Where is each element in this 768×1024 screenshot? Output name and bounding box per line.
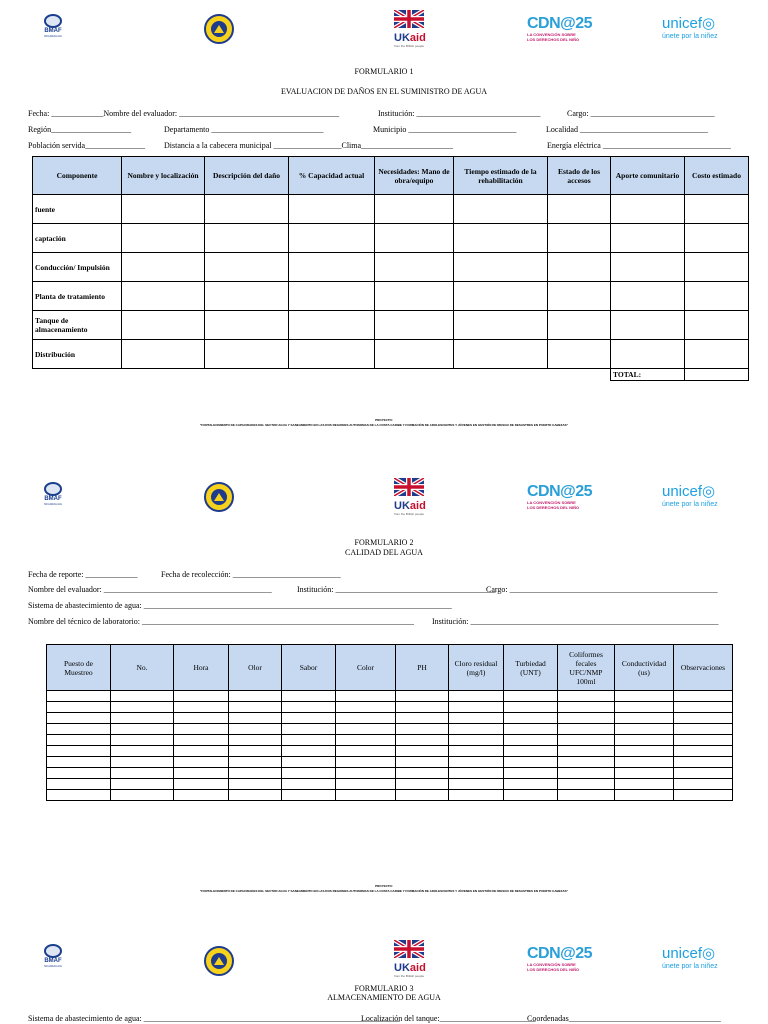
logo-row — [0, 478, 768, 522]
cdn25-logo: CDN@25 LA CONVENCIÓN SOBRE LOS DERECHOS DEL NIÑO — [527, 483, 593, 510]
table-row — [47, 779, 733, 790]
form1-region-field[interactable]: Región____________________ — [28, 125, 132, 134]
table-cell[interactable] — [336, 757, 396, 768]
form1-municipality-field[interactable]: Municipio ___________________________ — [373, 125, 517, 134]
table-cell[interactable] — [174, 735, 229, 746]
total-row — [33, 369, 749, 381]
column-header: Coliformes fecales UFC/NMP 100ml — [558, 645, 615, 691]
table-cell[interactable] — [122, 224, 205, 253]
table-cell[interactable] — [229, 768, 282, 779]
table-cell[interactable] — [111, 779, 174, 790]
table-cell[interactable] — [449, 768, 504, 779]
form1-electricity-field[interactable]: Energía eléctrica ________________________________ — [547, 141, 731, 150]
bmaf-logo: BMAF NICARAGUA — [40, 14, 66, 38]
column-header: PH — [396, 645, 449, 691]
table-cell[interactable] — [454, 253, 548, 282]
table-cell[interactable] — [289, 311, 375, 340]
table-cell[interactable] — [504, 779, 558, 790]
form1-institution-field[interactable]: Institución: _______________________________ — [378, 109, 541, 118]
table-cell[interactable] — [174, 691, 229, 702]
table-cell[interactable] — [282, 691, 336, 702]
table-cell[interactable] — [229, 746, 282, 757]
table-cell[interactable] — [336, 768, 396, 779]
table-cell[interactable] — [611, 195, 685, 224]
table-cell[interactable] — [396, 713, 449, 724]
table-cell[interactable] — [449, 746, 504, 757]
globe-icon: ◎ — [702, 483, 716, 500]
table-cell[interactable] — [558, 790, 615, 801]
table-cell[interactable] — [205, 195, 289, 224]
row-label: captación — [33, 224, 122, 253]
table-row — [33, 253, 749, 282]
table-cell[interactable] — [548, 224, 611, 253]
table-cell[interactable] — [449, 779, 504, 790]
uk-flag-icon — [394, 940, 424, 958]
form2-supply-system-field[interactable]: Sistema de abastecimiento de agua: _____________________________________________________________________________ — [28, 601, 452, 610]
civil-defense-seal-icon — [204, 482, 234, 512]
column-header: Conductividad (us) — [615, 645, 674, 691]
form1-distance-climate-field[interactable]: Distancia a la cabecera municipal _________________Clima_______________________ — [164, 141, 454, 150]
table-cell[interactable] — [289, 282, 375, 311]
table-cell[interactable] — [674, 713, 733, 724]
table-cell[interactable] — [504, 746, 558, 757]
unicef-logo: unicef◎ únete por la niñez — [662, 15, 718, 40]
form2-quality-table — [46, 644, 733, 801]
table-cell[interactable] — [396, 724, 449, 735]
form2-lab-technician-field[interactable]: Nombre del técnico de laboratorio: ____________________________________________________________________ — [28, 617, 414, 626]
form2-institution-field[interactable]: Institución: ________________________________________ — [297, 585, 496, 594]
column-header: Aporte comunitario — [611, 157, 685, 195]
table-cell[interactable] — [111, 713, 174, 724]
table-cell[interactable] — [685, 282, 749, 311]
table-cell[interactable] — [229, 713, 282, 724]
table-cell[interactable] — [674, 735, 733, 746]
table-cell[interactable] — [674, 691, 733, 702]
table-cell[interactable] — [449, 691, 504, 702]
ukaid-logo: UKaid from the British people — [394, 940, 426, 978]
table-cell[interactable] — [47, 746, 111, 757]
column-header: Cloro residual (mg/l) — [449, 645, 504, 691]
table-cell[interactable] — [548, 311, 611, 340]
table-cell[interactable] — [122, 340, 205, 369]
table-cell[interactable] — [615, 713, 674, 724]
table-cell[interactable] — [396, 746, 449, 757]
form1-damage-table — [32, 156, 749, 381]
table-row — [33, 311, 749, 340]
form2-header-row — [47, 645, 733, 691]
table-cell[interactable] — [375, 224, 454, 253]
table-row — [47, 757, 733, 768]
table-cell[interactable] — [449, 724, 504, 735]
table-cell[interactable] — [229, 790, 282, 801]
table-cell[interactable] — [454, 340, 548, 369]
form2-evaluator-field[interactable]: Nombre del evaluador: __________________________________________ — [28, 585, 272, 594]
table-cell[interactable] — [289, 224, 375, 253]
table-cell[interactable] — [504, 691, 558, 702]
unicef-logo: unicef◎ únete por la niñez — [662, 483, 718, 508]
form1-number: FORMULARIO 1 — [354, 67, 414, 76]
table-cell[interactable] — [282, 768, 336, 779]
form2-cargo-field[interactable]: Cargo: ____________________________________________________ — [486, 585, 718, 594]
table-cell[interactable] — [289, 340, 375, 369]
table-cell[interactable] — [47, 790, 111, 801]
form3-supply-system-field[interactable]: Sistema de abastecimiento de agua: ________________________________________________________________ — [28, 1014, 400, 1023]
table-cell[interactable] — [611, 253, 685, 282]
bmaf-logo: BMAF NICARAGUA — [40, 944, 66, 968]
table-cell[interactable] — [449, 702, 504, 713]
table-cell[interactable] — [558, 735, 615, 746]
table-cell[interactable] — [47, 779, 111, 790]
table-cell[interactable] — [548, 253, 611, 282]
table-cell[interactable] — [122, 311, 205, 340]
table-cell[interactable] — [282, 746, 336, 757]
table-cell[interactable] — [111, 768, 174, 779]
table-cell[interactable] — [282, 702, 336, 713]
table-cell[interactable] — [615, 724, 674, 735]
row-label: fuente — [33, 195, 122, 224]
table-cell[interactable] — [685, 253, 749, 282]
globe-icon: ◎ — [702, 15, 716, 32]
table-cell[interactable] — [47, 768, 111, 779]
bmaf-emblem-icon — [44, 14, 62, 28]
table-cell[interactable] — [174, 746, 229, 757]
table-cell[interactable] — [615, 768, 674, 779]
table-row — [47, 790, 733, 801]
form3-coordinates-field[interactable]: Coordenadas______________________________________ — [527, 1014, 721, 1023]
table-cell[interactable] — [122, 253, 205, 282]
form1-project-label: PROYECTO: — [375, 418, 393, 422]
column-header: Turbiedad (UNT) — [504, 645, 558, 691]
table-row — [33, 195, 749, 224]
table-cell[interactable] — [396, 735, 449, 746]
form1-header-row — [33, 157, 749, 195]
column-header: Olor — [229, 645, 282, 691]
bmaf-logo: BMAF NICARAGUA — [40, 482, 66, 506]
table-cell[interactable] — [336, 691, 396, 702]
table-cell[interactable] — [375, 311, 454, 340]
column-header: Nombre y localización — [122, 157, 205, 195]
table-cell[interactable] — [336, 713, 396, 724]
table-cell[interactable] — [454, 195, 548, 224]
table-cell[interactable] — [558, 691, 615, 702]
table-cell[interactable] — [111, 691, 174, 702]
table-cell[interactable] — [47, 757, 111, 768]
table-cell[interactable] — [396, 691, 449, 702]
table-cell[interactable] — [229, 735, 282, 746]
table-cell[interactable] — [282, 757, 336, 768]
table-cell[interactable] — [282, 735, 336, 746]
table-cell[interactable] — [47, 713, 111, 724]
column-header: No. — [111, 645, 174, 691]
bmaf-emblem-icon — [44, 482, 62, 496]
table-cell[interactable] — [558, 746, 615, 757]
table-cell[interactable] — [174, 779, 229, 790]
table-row — [47, 691, 733, 702]
uk-flag-icon — [394, 10, 424, 28]
table-cell[interactable] — [454, 282, 548, 311]
table-cell[interactable] — [558, 757, 615, 768]
table-cell[interactable] — [504, 724, 558, 735]
table-cell[interactable] — [674, 724, 733, 735]
form1-date-evaluator-field[interactable]: Fecha: _____________Nombre del evaluador: ________________________________________ — [28, 109, 340, 118]
column-header: Observaciones — [674, 645, 733, 691]
row-label: Tanque de almacenamiento — [33, 311, 122, 340]
table-cell[interactable] — [111, 757, 174, 768]
column-header: Necesidades: Mano de obra/equipo — [375, 157, 454, 195]
table-cell[interactable] — [674, 790, 733, 801]
table-cell[interactable] — [396, 702, 449, 713]
form3-number: FORMULARIO 3 — [354, 984, 414, 993]
table-cell[interactable] — [611, 224, 685, 253]
table-cell[interactable] — [396, 790, 449, 801]
table-cell[interactable] — [674, 757, 733, 768]
table-cell[interactable] — [205, 224, 289, 253]
table-cell[interactable] — [504, 757, 558, 768]
table-cell[interactable] — [454, 224, 548, 253]
table-cell[interactable] — [174, 724, 229, 735]
form2-title: CALIDAD DEL AGUA — [345, 548, 423, 557]
table-cell[interactable] — [289, 253, 375, 282]
total-value-cell[interactable] — [685, 369, 749, 381]
table-cell[interactable] — [674, 768, 733, 779]
table-cell[interactable] — [229, 779, 282, 790]
column-header: Descripción del daño — [205, 157, 289, 195]
table-cell[interactable] — [289, 195, 375, 224]
table-cell[interactable] — [229, 724, 282, 735]
table-cell[interactable] — [375, 195, 454, 224]
column-header: Puesto de Muestreo — [47, 645, 111, 691]
table-cell[interactable] — [615, 746, 674, 757]
column-header: Costo estimado — [685, 157, 749, 195]
bmaf-emblem-icon — [44, 944, 62, 958]
table-cell[interactable] — [205, 282, 289, 311]
table-cell[interactable] — [282, 790, 336, 801]
table-cell[interactable] — [174, 702, 229, 713]
table-cell[interactable] — [396, 779, 449, 790]
column-header: Sabor — [282, 645, 336, 691]
column-header: % Capacidad actual — [289, 157, 375, 195]
table-cell[interactable] — [336, 702, 396, 713]
form2-report-date-field[interactable]: Fecha de reporte: _____________ — [28, 570, 138, 579]
table-cell[interactable] — [504, 768, 558, 779]
table-cell[interactable] — [375, 253, 454, 282]
table-cell[interactable] — [454, 311, 548, 340]
table-cell[interactable] — [205, 311, 289, 340]
table-row — [33, 340, 749, 369]
table-cell[interactable] — [111, 746, 174, 757]
form1-population-field[interactable]: Población servida_______________ — [28, 141, 146, 150]
table-cell[interactable] — [615, 790, 674, 801]
table-cell[interactable] — [336, 779, 396, 790]
table-cell[interactable] — [548, 282, 611, 311]
table-cell[interactable] — [47, 702, 111, 713]
cdn25-logo: CDN@25 LA CONVENCIÓN SOBRE LOS DERECHOS DEL NIÑO — [527, 15, 593, 42]
table-cell[interactable] — [558, 768, 615, 779]
cdn25-logo: CDN@25 LA CONVENCIÓN SOBRE LOS DERECHOS DEL NIÑO — [527, 945, 593, 972]
table-row — [47, 702, 733, 713]
table-cell[interactable] — [548, 195, 611, 224]
form2-collection-date-field[interactable]: Fecha de recolección: ___________________________ — [161, 570, 341, 579]
logo-row — [0, 10, 768, 54]
form1-title: EVALUACION DE DAÑOS EN EL SUMINISTRO DE AGUA — [281, 87, 487, 96]
table-cell[interactable] — [396, 768, 449, 779]
table-row — [33, 282, 749, 311]
total-label: TOTAL: — [611, 369, 685, 381]
table-cell[interactable] — [174, 768, 229, 779]
table-cell[interactable] — [111, 790, 174, 801]
table-row — [47, 735, 733, 746]
civil-defense-seal-icon — [204, 946, 234, 976]
column-header: Hora — [174, 645, 229, 691]
table-row — [33, 224, 749, 253]
table-cell[interactable] — [205, 340, 289, 369]
column-header: Color — [336, 645, 396, 691]
table-cell[interactable] — [174, 790, 229, 801]
form2-lab-institution-field[interactable]: Institución: ______________________________________________________________ — [432, 617, 719, 626]
table-cell[interactable] — [336, 724, 396, 735]
table-cell[interactable] — [205, 253, 289, 282]
table-cell[interactable] — [449, 790, 504, 801]
table-cell[interactable] — [229, 691, 282, 702]
form2-project-text: "FORTALECIMIENTO DE CAPACIDADES DEL SECTOR AGUA Y SANEAMIENTO EN LAS DOS REGIONES AUTONOMAS DE LA COSTA CARIBE Y FORMACIÓN DE ADOLESCENTES Y JÓVENES EN GESTIÓN DE RIESGO DE DESASTRES EN PUERTO CABEZAS" — [199, 889, 569, 893]
table-cell[interactable] — [615, 779, 674, 790]
table-cell[interactable] — [615, 702, 674, 713]
form1-department-field[interactable]: Departamento ____________________________ — [164, 125, 324, 134]
table-cell[interactable] — [504, 790, 558, 801]
table-cell[interactable] — [685, 340, 749, 369]
table-cell[interactable] — [449, 757, 504, 768]
table-cell[interactable] — [611, 311, 685, 340]
table-row — [47, 713, 733, 724]
table-cell[interactable] — [504, 702, 558, 713]
ukaid-logo: UKaid from the British people — [394, 10, 426, 48]
table-cell[interactable] — [548, 340, 611, 369]
table-row — [47, 768, 733, 779]
table-cell[interactable] — [111, 702, 174, 713]
table-cell[interactable] — [396, 757, 449, 768]
table-cell[interactable] — [685, 311, 749, 340]
table-cell[interactable] — [685, 224, 749, 253]
form2-number: FORMULARIO 2 — [354, 538, 414, 547]
table-cell[interactable] — [674, 702, 733, 713]
table-cell[interactable] — [558, 713, 615, 724]
table-cell[interactable] — [615, 735, 674, 746]
table-cell[interactable] — [47, 691, 111, 702]
table-cell[interactable] — [111, 735, 174, 746]
table-cell[interactable] — [674, 746, 733, 757]
form1-project-text: "FORTALECIMIENTO DE CAPACIDADES DEL SECTOR AGUA Y SANEAMIENTO EN LAS DOS REGIONES AUTONOMAS DE LA COSTA CARIBE Y FORMACIÓN DE ADOLESCENTES Y JÓVENES EN GESTIÓN DE RIESGO DE DESASTRES EN PUERTO CABEZAS" — [199, 423, 569, 427]
logo-row — [0, 940, 768, 984]
row-label: Distribución — [33, 340, 122, 369]
table-cell[interactable] — [174, 713, 229, 724]
column-header: Tiempo estimado de la rehabilitación — [454, 157, 548, 195]
table-row — [47, 724, 733, 735]
table-cell[interactable] — [282, 713, 336, 724]
table-cell[interactable] — [449, 735, 504, 746]
table-cell[interactable] — [282, 724, 336, 735]
table-cell[interactable] — [558, 702, 615, 713]
table-cell[interactable] — [336, 790, 396, 801]
table-cell[interactable] — [229, 757, 282, 768]
ukaid-logo: UKaid from the British people — [394, 478, 426, 516]
table-cell[interactable] — [122, 282, 205, 311]
table-cell[interactable] — [674, 779, 733, 790]
table-cell[interactable] — [336, 735, 396, 746]
table-cell[interactable] — [336, 746, 396, 757]
column-header: Componente — [33, 157, 122, 195]
table-cell[interactable] — [174, 757, 229, 768]
row-label: Planta de tratamiento — [33, 282, 122, 311]
table-cell[interactable] — [47, 724, 111, 735]
globe-icon: ◎ — [702, 945, 716, 962]
table-cell[interactable] — [615, 691, 674, 702]
form3-tank-location-field[interactable]: Localización del tanque:________________________ — [361, 1014, 536, 1023]
civil-defense-seal-icon — [204, 14, 234, 44]
table-row — [47, 746, 733, 757]
table-cell[interactable] — [504, 713, 558, 724]
column-header: Estado de los accesos — [548, 157, 611, 195]
table-cell[interactable] — [558, 779, 615, 790]
unicef-logo: unicef◎ únete por la niñez — [662, 945, 718, 970]
table-cell[interactable] — [449, 713, 504, 724]
table-cell[interactable] — [111, 724, 174, 735]
table-cell[interactable] — [375, 282, 454, 311]
table-cell[interactable] — [558, 724, 615, 735]
table-cell[interactable] — [685, 195, 749, 224]
form1-cargo-field[interactable]: Cargo: _______________________________ — [567, 109, 715, 118]
table-cell[interactable] — [615, 757, 674, 768]
table-cell[interactable] — [504, 735, 558, 746]
table-cell[interactable] — [282, 779, 336, 790]
row-label: Conducción/ Impulsión — [33, 253, 122, 282]
form3-title: ALMACENAMIENTO DE AGUA — [327, 993, 441, 1002]
table-cell[interactable] — [229, 702, 282, 713]
form2-project-label: PROYECTO: — [375, 884, 393, 888]
table-cell[interactable] — [375, 340, 454, 369]
table-cell[interactable] — [47, 735, 111, 746]
uk-flag-icon — [394, 478, 424, 496]
table-cell[interactable] — [611, 340, 685, 369]
form1-locality-field[interactable]: Localidad ________________________________ — [546, 125, 708, 134]
table-cell[interactable] — [122, 195, 205, 224]
table-cell[interactable] — [611, 282, 685, 311]
